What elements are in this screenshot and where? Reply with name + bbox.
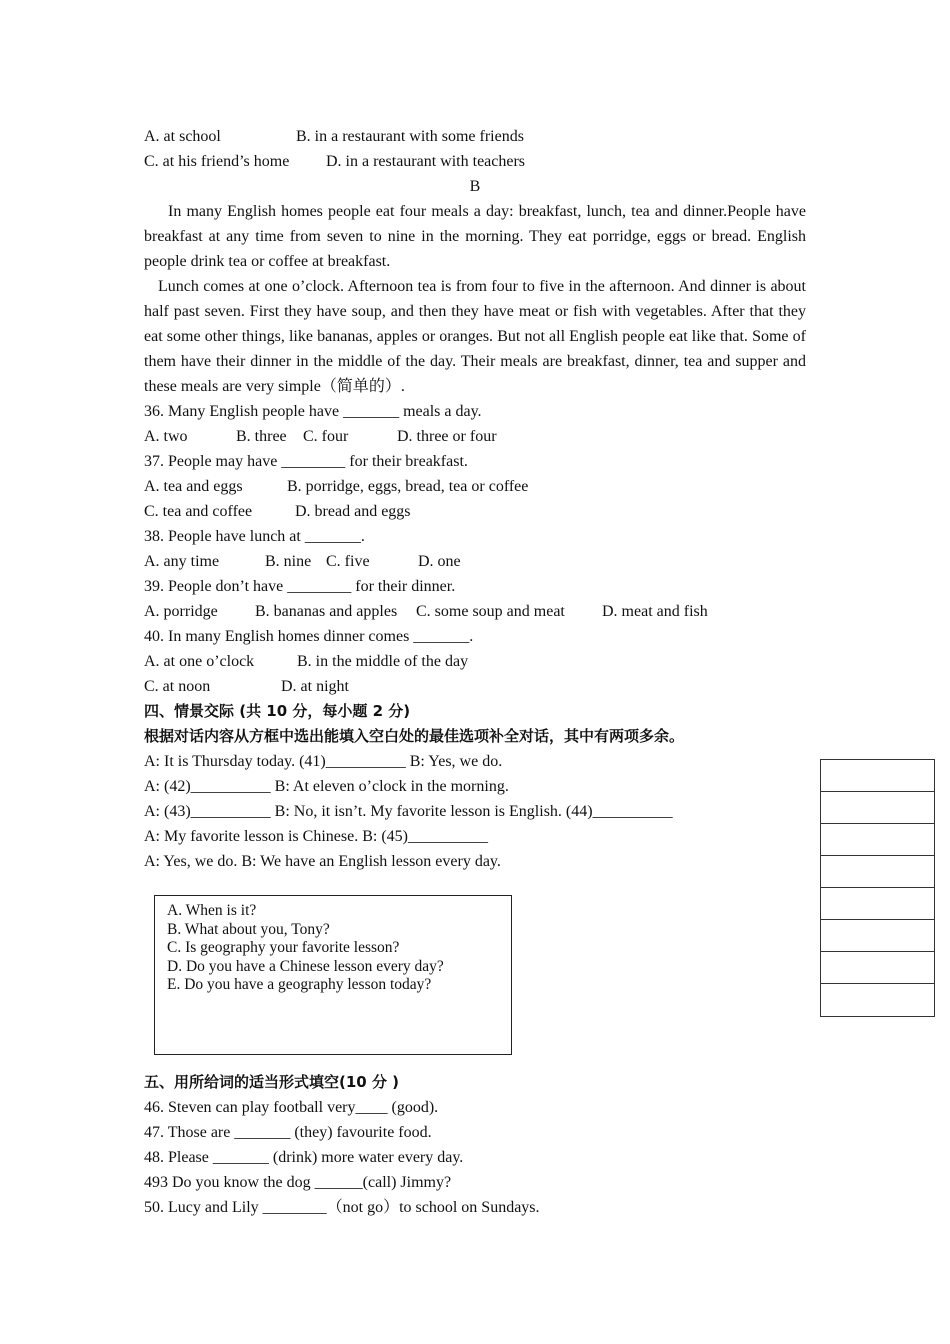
option: B. bananas and apples [255,603,398,620]
option: A. any time [144,553,220,570]
box-option: C. Is geography your favorite lesson? [167,939,400,956]
option: A. at one o’clock [144,653,255,670]
question-options [144,649,806,674]
fill-item: 47. Those are _______ (they) favourite food. [144,1124,432,1141]
dialog-line: A: It is Thursday today. (41)__________ B: Yes, we do. [144,753,503,770]
dialog-line: A: (43)__________ B: No, it isn’t. My favorite lesson is English. (44)__________ [144,803,673,820]
grid-cell [821,888,934,920]
option-d: D. in a restaurant with teachers [326,153,526,170]
fill-item: 493 Do you know the dog ______(call) Jimmy? [144,1174,452,1191]
option: D. three or four [397,428,497,445]
question-options [144,499,806,524]
question-stem: 40. In many English homes dinner comes _______. [144,628,474,645]
question-options [144,599,806,624]
q35-options-line-2 [144,149,806,174]
option: D. meat and fish [602,603,708,620]
passage-paragraph-1: In many English homes people eat four meals a day: breakfast, lunch, tea and dinner.People have breakfast at any time from seven to nine in the morning. They eat porridge, eggs or bread. English people drink tea or coffee at breakfast. [144,203,806,270]
question-options [144,674,806,699]
question-stem: 39. People don’t have ________ for their dinner. [144,578,456,595]
options-box [154,895,512,1055]
fill-item: 46. Steven can play football very____ (good). [144,1099,439,1116]
question-options [144,474,806,499]
dialog-line: A: My favorite lesson is Chinese. B: (45)__________ [144,828,488,845]
option: C. five [326,553,370,570]
option: B. nine [265,553,312,570]
grid-cell [821,856,934,888]
fill-item: 50. Lucy and Lily ________（not go）to school on Sundays. [144,1199,540,1216]
passage-paragraph-2: Lunch comes at one o’clock. Afternoon tea is from four to five in the afternoon. And dinner is about half past seven. First they have soup, and then they have meat or fish with vegetables. After that they eat some other things, like bananas, apples or oranges. But not all English people eat like that. Some of them have their dinner in the middle of the day. Their meals are breakfast, dinner, tea and supper and these meals are very simple（简单的）. [144,278,806,395]
option: A. two [144,428,188,445]
section5 [144,1070,806,1220]
exam-page [144,124,806,874]
question-options [144,424,806,449]
question-stem: 38. People have lunch at _______. [144,528,365,545]
option: C. some soup and meat [416,603,565,620]
option: A. porridge [144,603,218,620]
option-b: B. in a restaurant with some friends [296,128,524,145]
option: D. one [418,553,461,570]
question-options [144,549,806,574]
fill-item: 48. Please _______ (drink) more water every day. [144,1149,464,1166]
grid-cell [821,824,934,856]
option-a: A. at school [144,128,221,145]
box-option: E. Do you have a geography lesson today? [167,976,432,993]
passage-heading: B [469,178,481,195]
option-c: C. at his friend’s home [144,153,290,170]
grid-cell [821,920,934,952]
q35-options-line-1 [144,124,806,149]
box-option: D. Do you have a Chinese lesson every day? [167,957,444,975]
option: C. at noon [144,678,211,695]
option: B. in the middle of the day [297,653,469,670]
option: A. tea and eggs [144,478,243,495]
section4-instruction: 根据对话内容从方框中选出能填入空白处的最佳选项补全对话，其中有两项多余。 [144,727,685,745]
option: D. at night [281,678,349,695]
grid-cell [821,952,934,984]
question-stem: 36. Many English people have _______ meals a day. [144,403,482,420]
empty-answer-grid [820,759,935,1017]
option: D. bread and eggs [295,503,411,520]
question-stem: 37. People may have ________ for their breakfast. [144,453,468,470]
option: B. three [236,428,287,445]
dialog-line: A: (42)__________ B: At eleven o’clock in the morning. [144,778,509,795]
section4-title: 四、情景交际 (共 10 分，每小题 2 分) [144,702,411,720]
grid-cell [821,984,934,1016]
option: B. porridge, eggs, bread, tea or coffee [287,478,529,495]
section5-title: 五、用所给词的适当形式填空(10 分 ) [144,1073,400,1091]
grid-cell [821,760,934,792]
option: C. tea and coffee [144,503,253,520]
box-option: A. When is it? [167,902,257,919]
grid-cell [821,792,934,824]
option: C. four [303,428,349,445]
box-option: B. What about you, Tony? [167,920,330,938]
dialog-line: A: Yes, we do. B: We have an English lesson every day. [144,853,501,870]
